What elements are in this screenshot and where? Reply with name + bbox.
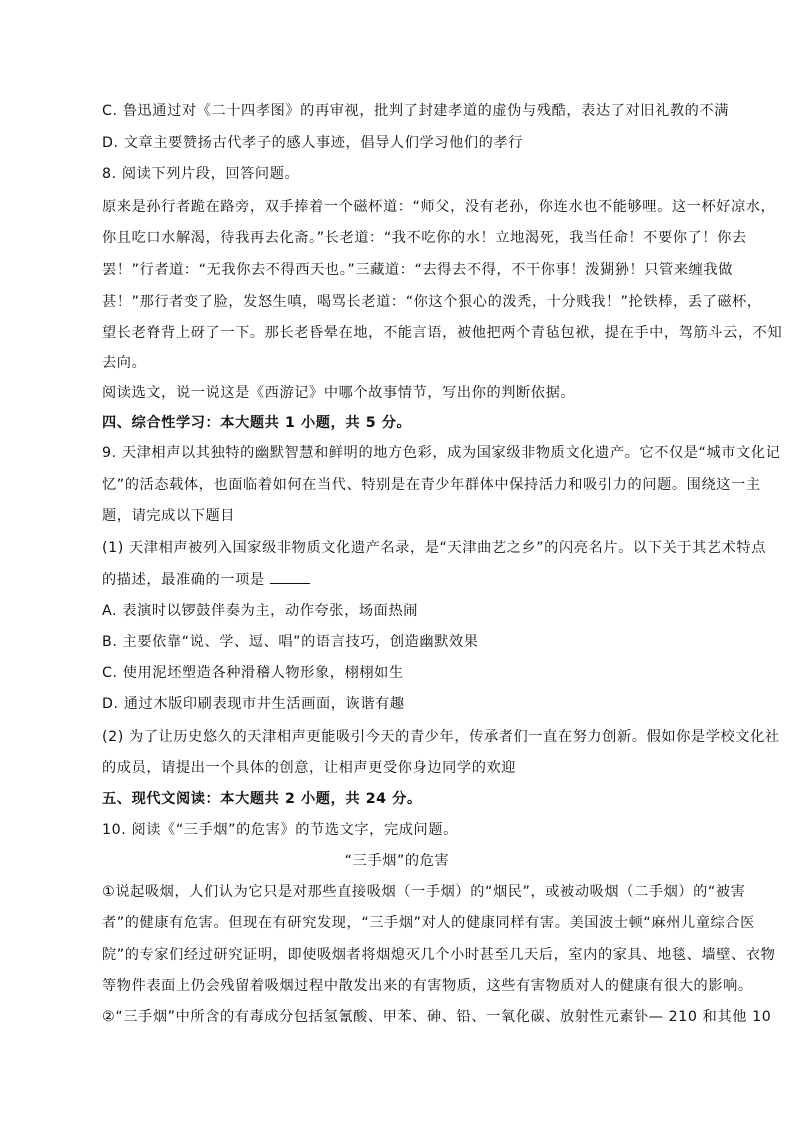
option-c2-line: C. 使用泥坯塑造各种滑稽人物形象，栩栩如生 (102, 665, 404, 681)
article-para-1-line-2: 者”的健康有危害。但现在有研究发现，“三手烟”对人的健康同样有害。美国波士顿“麻州儿童综合医 (102, 915, 755, 931)
subquestion-1-line-1: (1) 天津相声被列入国家级非物质文化遗产名录，是“天津曲艺之乡”的闪亮名片。以下关于其艺术特点 (102, 540, 766, 556)
excerpt-line-5: 望长老脊背上砑了一下。那长老昏晕在地，不能言语，被他把两个青毡包袱，提在手中，驾筋斗云，不知 (102, 325, 783, 341)
subquestion-1-line-2-row (102, 570, 714, 590)
section-4-heading: 四、综合性学习：本大题共 1 小题，共 5 分。 (102, 415, 412, 431)
option-d-line: D. 文章主要赞扬古代孝子的感人事迹，倡导人们学习他们的孝行 (102, 135, 524, 151)
question-9-line-3: 题，请完成以下题目 (102, 508, 236, 524)
option-d2-line: D. 通过木版印刷表现市井生活画面，诙谐有趣 (102, 696, 405, 712)
excerpt-line-2: 你且吃口水解渴，待我再去化斋。”长老道：“我不吃你的水！立地渴死，我当任命！不要你了！你去 (102, 230, 747, 246)
excerpt-line-1: 原来是孙行者跪在路旁，双手捧着一个磁杯道：“师父，没有老孙，你连水也不能够哩。这一杯好凉水， (102, 199, 776, 215)
question-9-line-1: 9. 天津相声以其独特的幽默智慧和鲜明的地方色彩，成为国家级非物质文化遗产。它不仅是“城市文化记 (102, 445, 781, 461)
section-5-heading: 五、现代文阅读：本大题共 2 小题，共 24 分。 (102, 791, 422, 807)
option-a-line: A. 表演时以锣鼓伴奏为主，动作夸张，场面热闹 (102, 603, 419, 619)
option-c-line: C. 鲁迅通过对《二十四孝图》的再审视，批判了封建孝道的虚伪与残酷，表达了对旧礼教的不满 (102, 103, 730, 119)
article-para-1-line-3: 院”的专家们经过研究证明，即使吸烟者将烟熄灭几个小时甚至几天后，室内的家具、地毯、墙壁、衣物 (102, 947, 776, 963)
article-para-1-line-1: ①说起吸烟，人们认为它只是对那些直接吸烟（一手烟）的“烟民”，或被动吸烟（二手烟）的“被害 (102, 884, 746, 900)
option-b-line: B. 主要依靠“说、学、逗、唱”的语言技巧，创造幽默效果 (102, 634, 479, 650)
subquestion-2-line-2: 的成员，请提出一个具体的创意，让相声更受你身边同学的欢迎 (102, 760, 517, 776)
excerpt-line-3: 罢！”行者道：“无我你去不得西天也。”三藏道：“去得去不得，不干你事！泼猢狲！只管来缠我做 (102, 262, 733, 278)
question-8-prompt: 阅读选文，说一说这是《西游记》中哪个故事情节，写出你的判断依据。 (102, 385, 576, 401)
question-9-line-2: 忆”的活态载体，也面临着如何在当代、特别是在青少年群体中保持活力和吸引力的问题。围绕这一主 (102, 477, 761, 493)
excerpt-line-4: 甚！”那行者变了脸，发怒生嗔，喝骂长老道：“你这个狠心的泼秃，十分贱我！”抡铁棒，丢了磁杯， (102, 294, 762, 310)
answer-blank (270, 571, 310, 584)
subquestion-2-line-1: (2) 为了让历史悠久的天津相声更能吸引今天的青少年，传承者们一直在努力创新。假如你是学校文化社 (102, 729, 780, 745)
excerpt-line-6: 去向。 (102, 355, 147, 371)
article-title: “三手烟”的危害 (344, 853, 450, 869)
article-para-2-line-1: ②“三手烟”中所含的有毒成分包括氢氰酸、甲苯、砷、铅、一氧化碳、放射性元素钋— 210 和其他 10 (102, 1009, 772, 1025)
question-8-stem: 8. 阅读下列片段，回答问题。 (102, 166, 300, 182)
question-10-stem: 10. 阅读《“三手烟”的危害》的节选文字，完成问题。 (102, 822, 458, 838)
article-para-1-line-4: 等物件表面上仍会残留着吸烟过程中散发出来的有害物质，这些有害物质对人的健康有很大的影响。 (102, 978, 753, 994)
subquestion-1-line-2: 的描述，最准确的一项是 (102, 572, 265, 588)
